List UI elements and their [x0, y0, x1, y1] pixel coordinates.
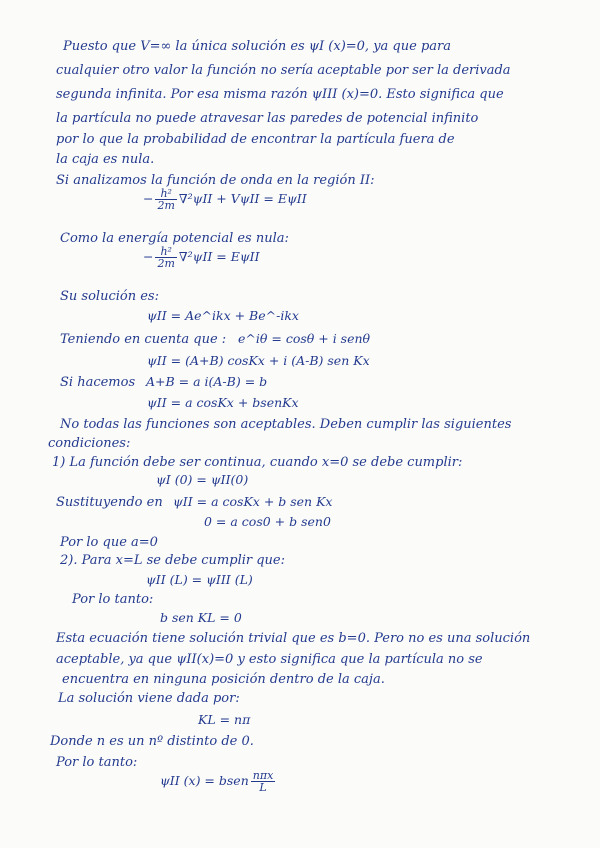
- expanded-solution: ψII = (A+B) cosKx + i (A-B) sen Kx: [147, 353, 370, 368]
- bsen-equation: b sen KL = 0: [160, 610, 242, 625]
- text-line-33: Donde n es un nº distinto de 0.: [50, 734, 254, 749]
- text-line-28: Esta ecuación tiene solución trivial que es b=0. Pero no es una solución: [56, 631, 531, 646]
- text-line-15: Si hacemos: [60, 375, 136, 390]
- text-line-6: la caja es nula.: [56, 152, 155, 167]
- free-particle-equation: − $\frac{\text{h²}}{2m}$ ∇²ψII = EψII: [143, 245, 260, 270]
- text-line-13: Teniendo en cuenta que :: [60, 332, 227, 347]
- general-solution-equation: ψII = Ae^ikx + Be^-ikx: [147, 308, 299, 323]
- continuity-condition: ψI (0) = ψII(0): [156, 472, 249, 487]
- text-line-23: Por lo que a=0: [60, 535, 158, 550]
- text-line-29: aceptable, ya que ψII(x)=0 y esto significa que la partícula no se: [56, 652, 483, 667]
- text-line-19: 1) La función debe ser continua, cuando x=0 se debe cumplir:: [52, 455, 463, 470]
- substitution-equation: A+B = a i(A-B) = b: [146, 374, 268, 389]
- text-line-4: la partícula no puede atravesar las paredes de potencial infinito: [56, 111, 479, 126]
- text-line-2: cualquier otro valor la función no sería aceptable por ser la derivada: [56, 63, 511, 78]
- substituted-zero: 0 = a cos0 + b sen0: [204, 514, 331, 529]
- fraction: $\frac{\text{h²}}{2m}$: [157, 245, 175, 270]
- text-line-7: Si analizamos la función de onda en la región II:: [56, 173, 375, 188]
- text-line-24: 2). Para x=L se debe cumplir que:: [60, 553, 285, 568]
- fraction: $\frac{\text{nπx}}{L}$: [252, 769, 274, 794]
- quantization-condition: KL = nπ: [198, 712, 251, 727]
- fraction: $\frac{\text{h²}}{2m}$: [157, 187, 175, 212]
- text-line-9: Como la energía potencial es nula:: [60, 231, 289, 246]
- real-form-solution: ψII = a cosKx + bsenKx: [147, 395, 299, 410]
- text-line-34: Por lo tanto:: [56, 755, 138, 770]
- substituted-general: ψII = a cosKx + b sen Kx: [173, 494, 333, 509]
- text-line-30: encuentra en ninguna posición dentro de la caja.: [62, 672, 385, 687]
- text-line-11: Su solución es:: [60, 289, 159, 304]
- text-line-3: segunda infinita. Por esa misma razón ψIII (x)=0. Esto significa que: [56, 87, 504, 102]
- schrodinger-equation: − $\frac{\text{h²}}{2m}$ ∇²ψII + VψII = EψII: [143, 187, 307, 212]
- text-line-17: No todas las funciones son aceptables. Deben cumplir las siguientes: [60, 417, 512, 432]
- text-line-31: La solución viene dada por:: [58, 691, 240, 706]
- text-line-1: Puesto que V=∞ la única solución es ψI (x)=0, ya que para: [63, 39, 451, 54]
- text-line-18: condiciones:: [48, 436, 131, 451]
- euler-identity: e^iθ = cosθ + i senθ: [238, 331, 371, 346]
- text-line-5: por lo que la probabilidad de encontrar la partícula fuera de: [56, 132, 455, 147]
- final-wavefunction: ψII (x) = bsen $\frac{\text{nπx}}{L}$: [160, 769, 274, 794]
- text-line-21: Sustituyendo en: [56, 495, 163, 510]
- text-line-26: Por lo tanto:: [72, 592, 154, 607]
- boundary-condition: ψII (L) = ψIII (L): [146, 572, 253, 587]
